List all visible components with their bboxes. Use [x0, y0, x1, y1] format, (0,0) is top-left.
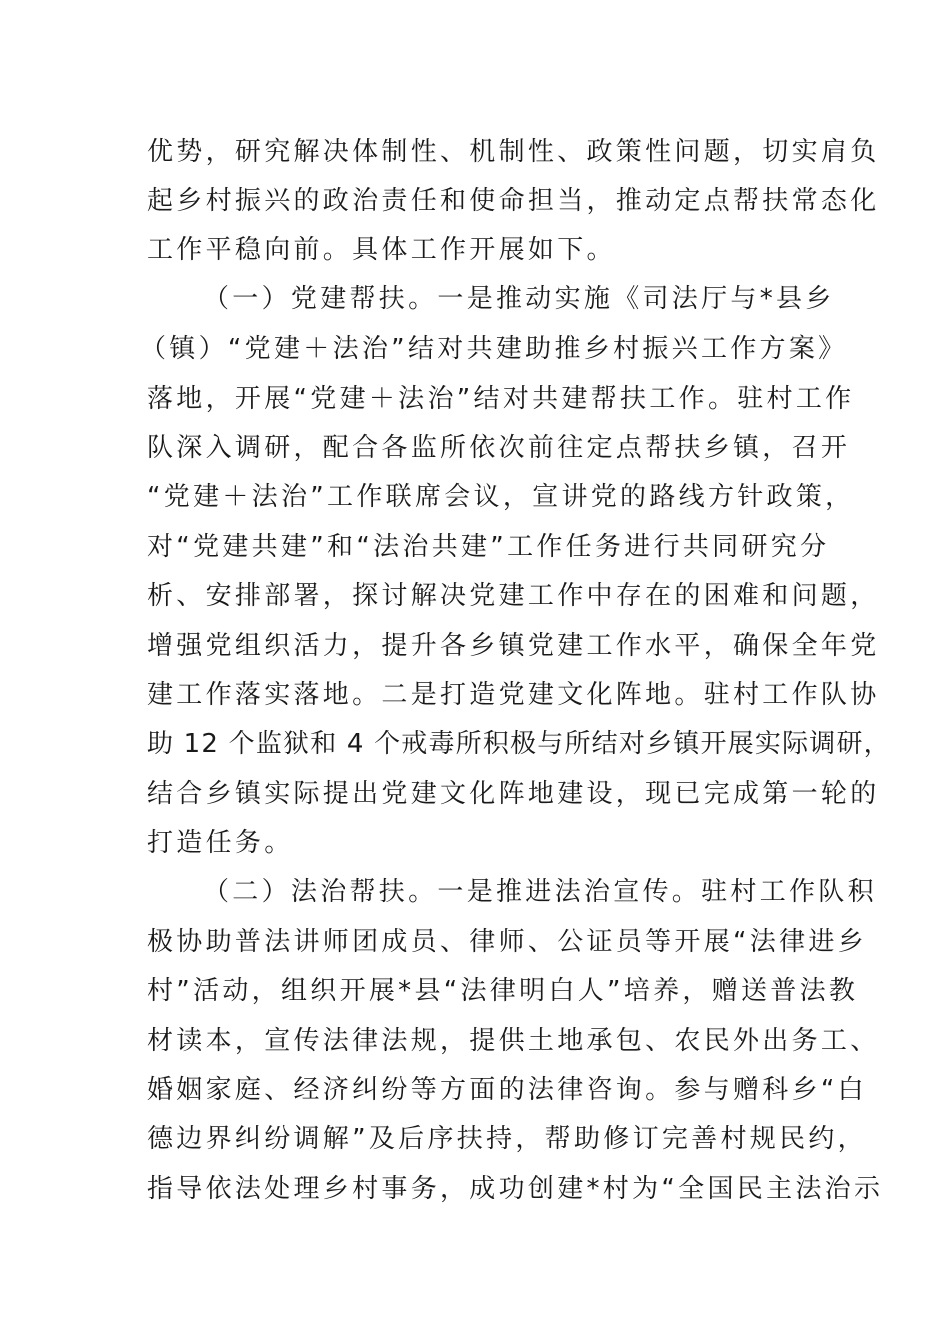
- text-line: 增强党组织活力，提升各乡镇党建工作水平，确保全年党: [147, 631, 880, 661]
- text-line: 对“党建共建”和“法治共建”工作任务进行共同研究分: [147, 532, 830, 562]
- text-line: 极协助普法讲师团成员、律师、公证员等开展“法律进乡: [147, 927, 867, 957]
- text-line: （镇）“党建＋法治”结对共建助推乡村振兴工作方案》: [140, 334, 848, 364]
- text-line: 打造任务。: [147, 828, 294, 858]
- text-line: 建工作落实落地。二是打造党建文化阵地。驻村工作队协: [147, 680, 880, 710]
- text-line: 优势，研究解决体制性、机制性、政策性问题，切实肩负: [147, 137, 880, 167]
- text-line: 落地，开展“党建＋法治”结对共建帮扶工作。驻村工作: [147, 384, 855, 414]
- text-line: 婚姻家庭、经济纠纷等方面的法律咨询。参与赠科乡“白: [147, 1075, 867, 1105]
- text-line: 村”活动，组织开展*县“法律明白人”培养，赠送普法教: [147, 976, 859, 1006]
- text-line: 德边界纠纷调解”及后序扶持，帮助修订完善村规民约，: [147, 1124, 867, 1154]
- text-line: “党建＋法治”工作联席会议，宣讲党的路线方针政策，: [147, 482, 855, 512]
- text-line: 材读本，宣传法律法规，提供土地承包、农民外出务工、: [147, 1026, 880, 1056]
- text-line: 工作平稳向前。具体工作开展如下。: [147, 235, 616, 265]
- text-line: 结合乡镇实际提出党建文化阵地建设，现已完成第一轮的: [147, 779, 880, 809]
- paragraph-heading-line: （二）法治帮扶。一是推进法治宣传。驻村工作队积: [203, 877, 877, 907]
- text-line: 起乡村振兴的政治责任和使命担当，推动定点帮扶常态化: [147, 186, 880, 216]
- paragraph-heading-line: （一）党建帮扶。一是推动实施《司法厅与*县乡: [203, 284, 835, 314]
- text-line: 队深入调研，配合各监所依次前往定点帮扶乡镇，召开: [147, 433, 851, 463]
- text-line: 指导依法处理乡村事务，成功创建*村为“全国民主法治示: [147, 1174, 884, 1204]
- text-line: 析、安排部署，探讨解决党建工作中存在的困难和问题，: [147, 581, 880, 611]
- text-line: 助 12 个监狱和 4 个戒毒所积极与所结对乡镇开展实际调研，: [147, 729, 891, 759]
